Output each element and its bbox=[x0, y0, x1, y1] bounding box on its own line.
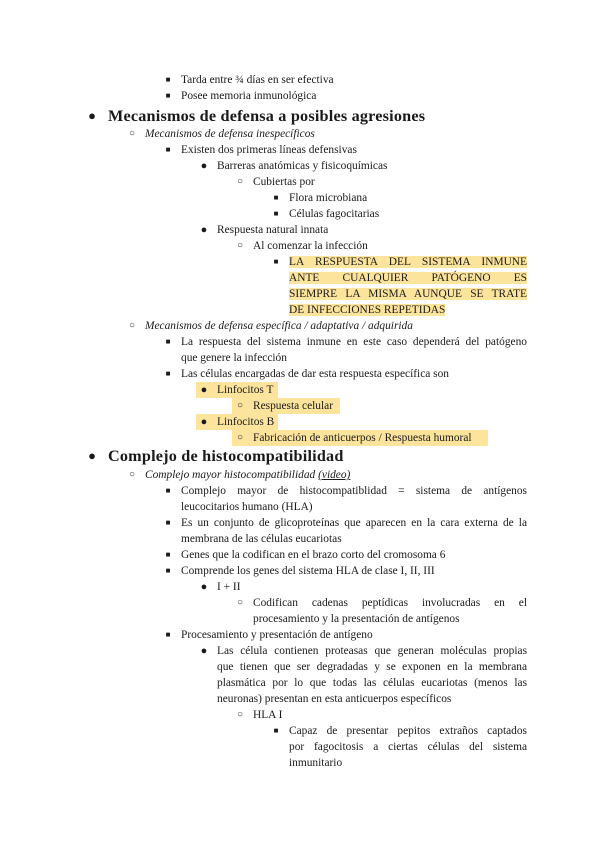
square-bullet-icon: ■ bbox=[165, 91, 171, 100]
filled-circle-bullet-icon: ● bbox=[88, 448, 96, 463]
list-item: La respuesta del sistema inmune en este caso dependerá del patógeno bbox=[181, 336, 527, 348]
square-bullet-icon: ■ bbox=[165, 145, 171, 154]
hollow-circle-bullet-icon: ○ bbox=[236, 432, 244, 443]
list-item: Tarda entre ¾ días en ser efectiva bbox=[181, 74, 334, 86]
highlighted-text: SIEMPRE LA MISMA AUNQUE SE TRATE bbox=[289, 288, 527, 300]
square-bullet-icon: ■ bbox=[165, 369, 171, 378]
list-item: inmunitario bbox=[289, 757, 343, 769]
list-item: Las célula contienen proteasas que generan moléculas propias bbox=[217, 645, 527, 657]
list-item: leucocitarios humano (HLA) bbox=[181, 501, 313, 513]
list-item: Flora microbiana bbox=[289, 192, 368, 204]
list-item: Barreras anatómicas y fisicoquímicas bbox=[217, 160, 388, 172]
list-item: Linfocitos T bbox=[217, 384, 274, 396]
list-item: Cubiertas por bbox=[253, 176, 315, 188]
subsection-title: Complejo mayor histocompatibilidad (video) bbox=[145, 469, 351, 481]
hollow-circle-bullet-icon: ○ bbox=[128, 128, 136, 139]
list-item: procesamiento y la presentación de antígenos bbox=[253, 613, 460, 625]
list-item: Genes que la codifican en el brazo corto del cromosoma 6 bbox=[181, 549, 446, 561]
list-item: que genere la infección bbox=[181, 352, 287, 364]
list-item: Células fagocitarias bbox=[289, 208, 380, 220]
hollow-circle-bullet-icon: ○ bbox=[236, 176, 244, 187]
list-item: Existen dos primeras líneas defensivas bbox=[181, 144, 357, 156]
square-bullet-icon: ■ bbox=[165, 630, 171, 639]
square-bullet-icon: ■ bbox=[165, 550, 171, 559]
list-item: Capaz de presentar pepitos extraños captados bbox=[289, 725, 527, 737]
square-bullet-icon: ■ bbox=[273, 193, 279, 202]
hollow-circle-bullet-icon: ○ bbox=[236, 400, 244, 411]
highlighted-text: ANTE CUALQUIER PATÓGENO ES bbox=[289, 272, 527, 284]
list-item: Comprende los genes del sistema HLA de clase I, II, III bbox=[181, 565, 435, 577]
list-item: I + II bbox=[217, 581, 241, 593]
list-item: Procesamiento y presentación de antígeno bbox=[181, 629, 373, 641]
hollow-circle-bullet-icon: ○ bbox=[236, 709, 244, 720]
list-item: por fagocitosis a ciertas células del sistema bbox=[289, 741, 527, 753]
hollow-circle-bullet-icon: ○ bbox=[128, 320, 136, 331]
filled-circle-bullet-icon: ● bbox=[200, 160, 208, 172]
list-item: Fabricación de anticuerpos / Respuesta humoral bbox=[253, 432, 472, 444]
list-item: Al comenzar la infección bbox=[253, 240, 368, 252]
list-item: Es un conjunto de glicoproteínas que aparecen en la cara externa de la bbox=[181, 517, 527, 529]
square-bullet-icon: ■ bbox=[165, 337, 171, 346]
list-item: Las células encargadas de dar esta respuesta específica son bbox=[181, 368, 449, 380]
filled-circle-bullet-icon: ● bbox=[200, 581, 208, 593]
square-bullet-icon: ■ bbox=[165, 486, 171, 495]
filled-circle-bullet-icon: ● bbox=[200, 224, 208, 236]
square-bullet-icon: ■ bbox=[273, 209, 279, 218]
list-item: Codifican cadenas peptídicas involucradas en el bbox=[253, 597, 527, 609]
filled-circle-bullet-icon: ● bbox=[88, 108, 96, 123]
list-item: que tienen que ser degradadas y se exponen en la membrana bbox=[217, 661, 527, 673]
square-bullet-icon: ■ bbox=[165, 518, 171, 527]
section-heading: Mecanismos de defensa a posibles agresiones bbox=[108, 107, 426, 125]
filled-circle-bullet-icon: ● bbox=[200, 416, 208, 428]
filled-circle-bullet-icon: ● bbox=[200, 645, 208, 657]
video-link[interactable]: (video) bbox=[318, 469, 351, 481]
subsection-title: Mecanismos de defensa específica / adaptativa / adquirida bbox=[145, 320, 413, 332]
filled-circle-bullet-icon: ● bbox=[200, 384, 208, 396]
list-item: neuronas) presentan en esta anticuerpos específicos bbox=[217, 693, 452, 705]
highlighted-text: DE INFECCIONES REPETIDAS bbox=[289, 304, 446, 316]
hollow-circle-bullet-icon: ○ bbox=[128, 469, 136, 480]
list-item: Respuesta natural innata bbox=[217, 224, 329, 236]
subsection-title: Mecanismos de defensa inespecíficos bbox=[145, 128, 315, 140]
square-bullet-icon: ■ bbox=[165, 75, 171, 84]
list-item: Respuesta celular bbox=[253, 400, 334, 412]
square-bullet-icon: ■ bbox=[273, 726, 279, 735]
list-item: Linfocitos B bbox=[217, 416, 275, 428]
list-item: membrana de las células eucariotas bbox=[181, 533, 342, 545]
list-item: Complejo mayor de histocompatiblidad = sistema de antígenos bbox=[181, 485, 527, 497]
list-item: Posee memoria inmunológica bbox=[181, 90, 317, 102]
section-heading: Complejo de histocompatibilidad bbox=[108, 447, 344, 465]
list-item: plasmática por lo que todas las células eucariotas (menos las bbox=[217, 677, 527, 689]
square-bullet-icon: ■ bbox=[273, 257, 279, 266]
hollow-circle-bullet-icon: ○ bbox=[236, 597, 244, 608]
list-item: HLA I bbox=[253, 709, 283, 721]
hollow-circle-bullet-icon: ○ bbox=[236, 240, 244, 251]
highlighted-text: LA RESPUESTA DEL SISTEMA INMUNE bbox=[289, 256, 527, 268]
square-bullet-icon: ■ bbox=[165, 566, 171, 575]
